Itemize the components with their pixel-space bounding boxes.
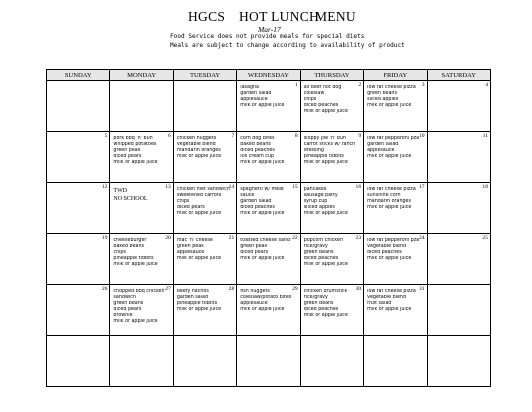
menu-item: sliced apples	[303, 205, 335, 211]
menu-item: corn dog bites	[240, 136, 275, 141]
day-cell	[110, 81, 173, 132]
menu-item: milk or apple juice	[367, 307, 412, 313]
day-number: 5	[104, 133, 108, 139]
menu-item: chicken drumstick	[303, 289, 348, 294]
menu-items	[304, 136, 357, 166]
menu-item: applesauce	[240, 97, 268, 103]
menu-item: lasagna	[240, 85, 260, 90]
day-number: 29	[292, 286, 298, 292]
menu-items	[304, 187, 357, 217]
menu-item: milk or apple juice	[176, 154, 222, 160]
day-number: 7	[231, 133, 235, 139]
menu-item: diced pears	[113, 154, 142, 160]
title-hot-lunch: HOT LUNCH	[239, 9, 320, 24]
day-cell	[237, 132, 300, 183]
menu-item: green peas	[240, 244, 268, 250]
day-cell	[173, 183, 236, 234]
menu-item: whipped potatoes	[113, 142, 157, 148]
day-number: 8	[294, 133, 298, 139]
menu-items	[240, 289, 293, 313]
menu-item: garden salad	[240, 199, 272, 205]
menu-items	[177, 238, 230, 262]
menu-item: chips	[303, 97, 317, 103]
day-number: 13	[165, 184, 171, 190]
menu-item: chicken filet sandwich	[176, 187, 230, 192]
menu-item: sauce	[240, 193, 255, 199]
menu-item: spaghetti w/ meat	[240, 187, 284, 192]
day-number: 21	[228, 235, 235, 241]
day-cell	[237, 81, 300, 132]
menu-item: vegetable blend	[367, 295, 406, 301]
menu-item: fruit salad	[367, 301, 392, 307]
day-cell	[300, 183, 363, 234]
day-cell	[47, 285, 110, 336]
weekday-header: WEDNESDAY	[237, 70, 300, 81]
day-cell	[237, 285, 300, 336]
day-number: 22	[292, 235, 298, 241]
menu-item: chips	[113, 250, 126, 256]
day-cell	[173, 132, 236, 183]
menu-item: milk or apple juice	[303, 262, 348, 268]
menu-item: low fat cheese pizza	[367, 85, 416, 90]
menu-item: diced peaches	[240, 205, 275, 211]
menu-items	[177, 187, 230, 217]
menu-item: diced peaches	[303, 307, 339, 313]
menu-item: pineapple tidbits	[113, 256, 154, 262]
menu-item: chicken nuggets	[176, 136, 217, 141]
menu-item: rice/gravy	[303, 295, 328, 301]
menu-item: applesauce	[240, 301, 268, 307]
day-number: 24	[418, 235, 425, 241]
day-cell	[364, 81, 427, 132]
day-number: 4	[485, 82, 488, 88]
menu-item: sliced apples	[367, 97, 399, 103]
menu-item: syrup cup	[303, 199, 328, 205]
menu-items	[304, 238, 357, 268]
menu-item: sloppy joe 'n' bun	[303, 136, 346, 141]
day-cell	[110, 336, 173, 387]
menu-items	[113, 187, 166, 203]
day-number: 17	[418, 184, 425, 190]
menu-item: milk or apple juice	[176, 307, 222, 313]
menu-item: milk or apple juice	[113, 319, 158, 325]
menu-item: fish nuggets	[240, 289, 270, 294]
menu-item: diced peaches	[303, 256, 339, 262]
menu-item: milk or apple juice	[367, 154, 412, 160]
menu-item: milk or apple juice	[367, 205, 412, 211]
weekday-header: MONDAY	[110, 70, 173, 81]
menu-item: milk or apple juice	[303, 211, 348, 217]
menu-item: milk or apple juice	[303, 109, 348, 115]
day-cell	[427, 132, 490, 183]
day-cell	[47, 183, 110, 234]
menu-item: milk or apple juice	[367, 103, 412, 109]
menu-item: pork bbq 'n' bun	[113, 136, 153, 141]
day-cell	[110, 183, 173, 234]
day-number: 6	[168, 133, 171, 139]
menu-items	[367, 289, 420, 313]
weekday-header: THURSDAY	[300, 70, 363, 81]
menu-item: TWD	[113, 188, 128, 194]
menu-item: milk or apple juice	[240, 256, 285, 262]
menu-item: green beans	[303, 250, 334, 256]
weekday-header: FRIDAY	[364, 70, 427, 81]
menu-items	[113, 289, 166, 326]
menu-item: diced peaches	[303, 103, 339, 109]
menu-item: diced pears	[240, 250, 269, 256]
week-row	[47, 183, 491, 234]
menu-item: milk or apple juice	[367, 256, 412, 262]
menu-item: brownie	[113, 313, 133, 319]
menu-items	[113, 238, 166, 268]
day-cell	[364, 183, 427, 234]
day-number: 19	[101, 235, 108, 241]
menu-item: all beef hot dog	[303, 85, 342, 90]
day-number: 11	[482, 133, 488, 139]
day-number: 2	[358, 82, 362, 88]
menu-item: milk or apple juice	[240, 307, 285, 313]
menu-item: vegetable blend	[367, 244, 406, 250]
day-cell	[427, 285, 490, 336]
day-cell	[237, 234, 300, 285]
menu-items	[367, 85, 420, 109]
menu-item: low fat cheese pizza	[367, 289, 416, 294]
menu-item: pineapple tidbits	[176, 301, 218, 307]
day-number: 14	[228, 184, 235, 190]
menu-items	[240, 85, 293, 109]
menu-item: coleslaw/potato bites	[240, 295, 292, 301]
day-cell	[110, 285, 173, 336]
menu-items	[240, 136, 293, 166]
day-cell	[237, 183, 300, 234]
menu-item: low fat pepperoni pza	[367, 136, 420, 141]
menu-items	[113, 136, 166, 166]
menu-items	[240, 187, 293, 217]
day-number: 30	[355, 286, 362, 292]
menu-item: pineapple tidbits	[303, 154, 344, 160]
menu-item: diced pears	[113, 307, 142, 313]
menu-items	[177, 136, 230, 160]
menu-item: diced pears	[176, 205, 205, 211]
day-cell	[173, 285, 236, 336]
menu-item: milk or apple juice	[240, 103, 285, 109]
menu-item: chopped bbq chicken	[113, 289, 165, 294]
day-number: 10	[418, 133, 425, 139]
menu-item: sweetened carrots	[176, 193, 222, 199]
day-number: 16	[355, 184, 362, 190]
menu-item: green beans	[367, 91, 397, 97]
day-cell	[110, 132, 173, 183]
menu-items	[367, 238, 420, 262]
calendar-body	[47, 81, 491, 387]
weekday-header-row	[47, 70, 491, 81]
weekday-header: SATURDAY	[427, 70, 490, 81]
day-number: 25	[482, 235, 488, 241]
menu-item: cheeseburger	[113, 238, 147, 243]
menu-item: low fat cheese pizza	[367, 187, 416, 192]
menu-item: milk or apple juice	[176, 256, 222, 262]
day-cell	[427, 234, 490, 285]
menu-item: mandarin oranges	[176, 148, 221, 154]
day-cell	[364, 336, 427, 387]
day-number: 1	[294, 82, 298, 88]
school-name: HGCS	[188, 9, 226, 24]
week-row	[47, 285, 491, 336]
menu-item: milk or apple juice	[303, 313, 348, 319]
menu-item: ice cream cup	[240, 154, 275, 160]
menu-items	[367, 187, 420, 211]
day-cell	[300, 234, 363, 285]
day-number: 12	[101, 184, 108, 190]
day-number: 18	[482, 184, 488, 190]
day-cell	[47, 234, 110, 285]
day-number: 15	[292, 184, 298, 190]
menu-item: diced peaches	[367, 250, 402, 256]
menu-item: pancakes	[303, 187, 327, 192]
day-number: 20	[165, 235, 171, 241]
day-number: 23	[355, 235, 362, 241]
menu-items	[367, 136, 420, 160]
note-subject-to-change: Meals are subject to change according to availability of product	[170, 42, 405, 49]
menu-item: milk or apple juice	[113, 262, 158, 268]
menu-item: chips	[176, 199, 190, 205]
menu-item: carrot sticks w/ ranch	[303, 142, 356, 148]
menu-item: baked beans	[113, 244, 145, 250]
day-cell	[427, 183, 490, 234]
day-cell	[47, 132, 110, 183]
day-cell	[173, 234, 236, 285]
menu-item: sandwich	[113, 295, 136, 301]
menu-item: green beans	[113, 301, 144, 307]
menu-item: green peas	[113, 148, 141, 154]
menu-item: toasted cheese sand	[240, 238, 291, 243]
menu-item: garden salad	[176, 295, 209, 301]
day-cell	[364, 285, 427, 336]
weekday-header: SUNDAY	[47, 70, 110, 81]
note-special-diets: Food Service does not provide meals for special diets	[170, 33, 365, 40]
menu-item: applesauce	[176, 250, 205, 256]
menu-item: baked beans	[240, 142, 271, 148]
menu-item: milk or apple juice	[240, 160, 285, 166]
menu-item: mac 'n' cheese	[176, 238, 213, 243]
month-label: Mar-17	[258, 25, 281, 34]
menu-item: milk or apple juice	[176, 211, 222, 217]
page-title	[0, 9, 532, 25]
weekday-header: TUESDAY	[173, 70, 236, 81]
day-cell	[364, 234, 427, 285]
menu-item: milk or apple juice	[113, 160, 158, 166]
day-cell	[427, 81, 490, 132]
menu-item: milk or apple juice	[303, 160, 348, 166]
menu-item: coleslaw	[303, 91, 325, 97]
day-cell	[300, 81, 363, 132]
day-number: 9	[358, 133, 362, 139]
menu-item: applesauce	[367, 148, 395, 154]
title-menu: MENU	[315, 9, 356, 24]
menu-item: green peas	[176, 244, 204, 250]
day-cell	[173, 336, 236, 387]
menu-item: diced peaches	[240, 148, 275, 154]
day-cell	[47, 81, 110, 132]
week-row	[47, 234, 491, 285]
day-cell	[110, 234, 173, 285]
day-cell	[173, 81, 236, 132]
menu-items	[240, 238, 293, 262]
menu-calendar	[46, 69, 491, 387]
day-cell	[427, 336, 490, 387]
menu-item: garden salad	[367, 142, 399, 148]
menu-items	[304, 289, 357, 319]
day-number: 27	[165, 286, 171, 292]
day-cell	[300, 336, 363, 387]
menu-item: mandarin oranges	[367, 199, 411, 205]
menu-item: sunshine corn	[367, 193, 401, 199]
menu-item: rice/gravy	[303, 244, 328, 250]
menu-items	[304, 85, 357, 115]
day-cell	[47, 336, 110, 387]
menu-items	[177, 289, 230, 313]
day-cell	[364, 132, 427, 183]
menu-item: green beans	[303, 301, 334, 307]
menu-item: popcorn chicken	[303, 238, 343, 243]
day-number: 31	[418, 286, 425, 292]
day-number: 26	[101, 286, 108, 292]
day-cell	[300, 132, 363, 183]
week-row	[47, 81, 491, 132]
menu-item: beefy nachos	[176, 289, 209, 294]
menu-item: garden salad	[240, 91, 272, 97]
day-number: 3	[421, 82, 425, 88]
menu-item: NO SCHOOL	[113, 196, 148, 202]
menu-item: milk or apple juice	[240, 211, 285, 217]
day-cell	[237, 336, 300, 387]
menu-item: low fat pepperoni pza	[367, 238, 420, 243]
menu-item: dressing	[303, 148, 324, 154]
week-row	[47, 132, 491, 183]
menu-item: vegetable blend	[176, 142, 216, 148]
menu-item: sausage patty	[303, 193, 338, 199]
day-number: 28	[228, 286, 235, 292]
week-row	[47, 336, 491, 387]
day-cell	[300, 285, 363, 336]
